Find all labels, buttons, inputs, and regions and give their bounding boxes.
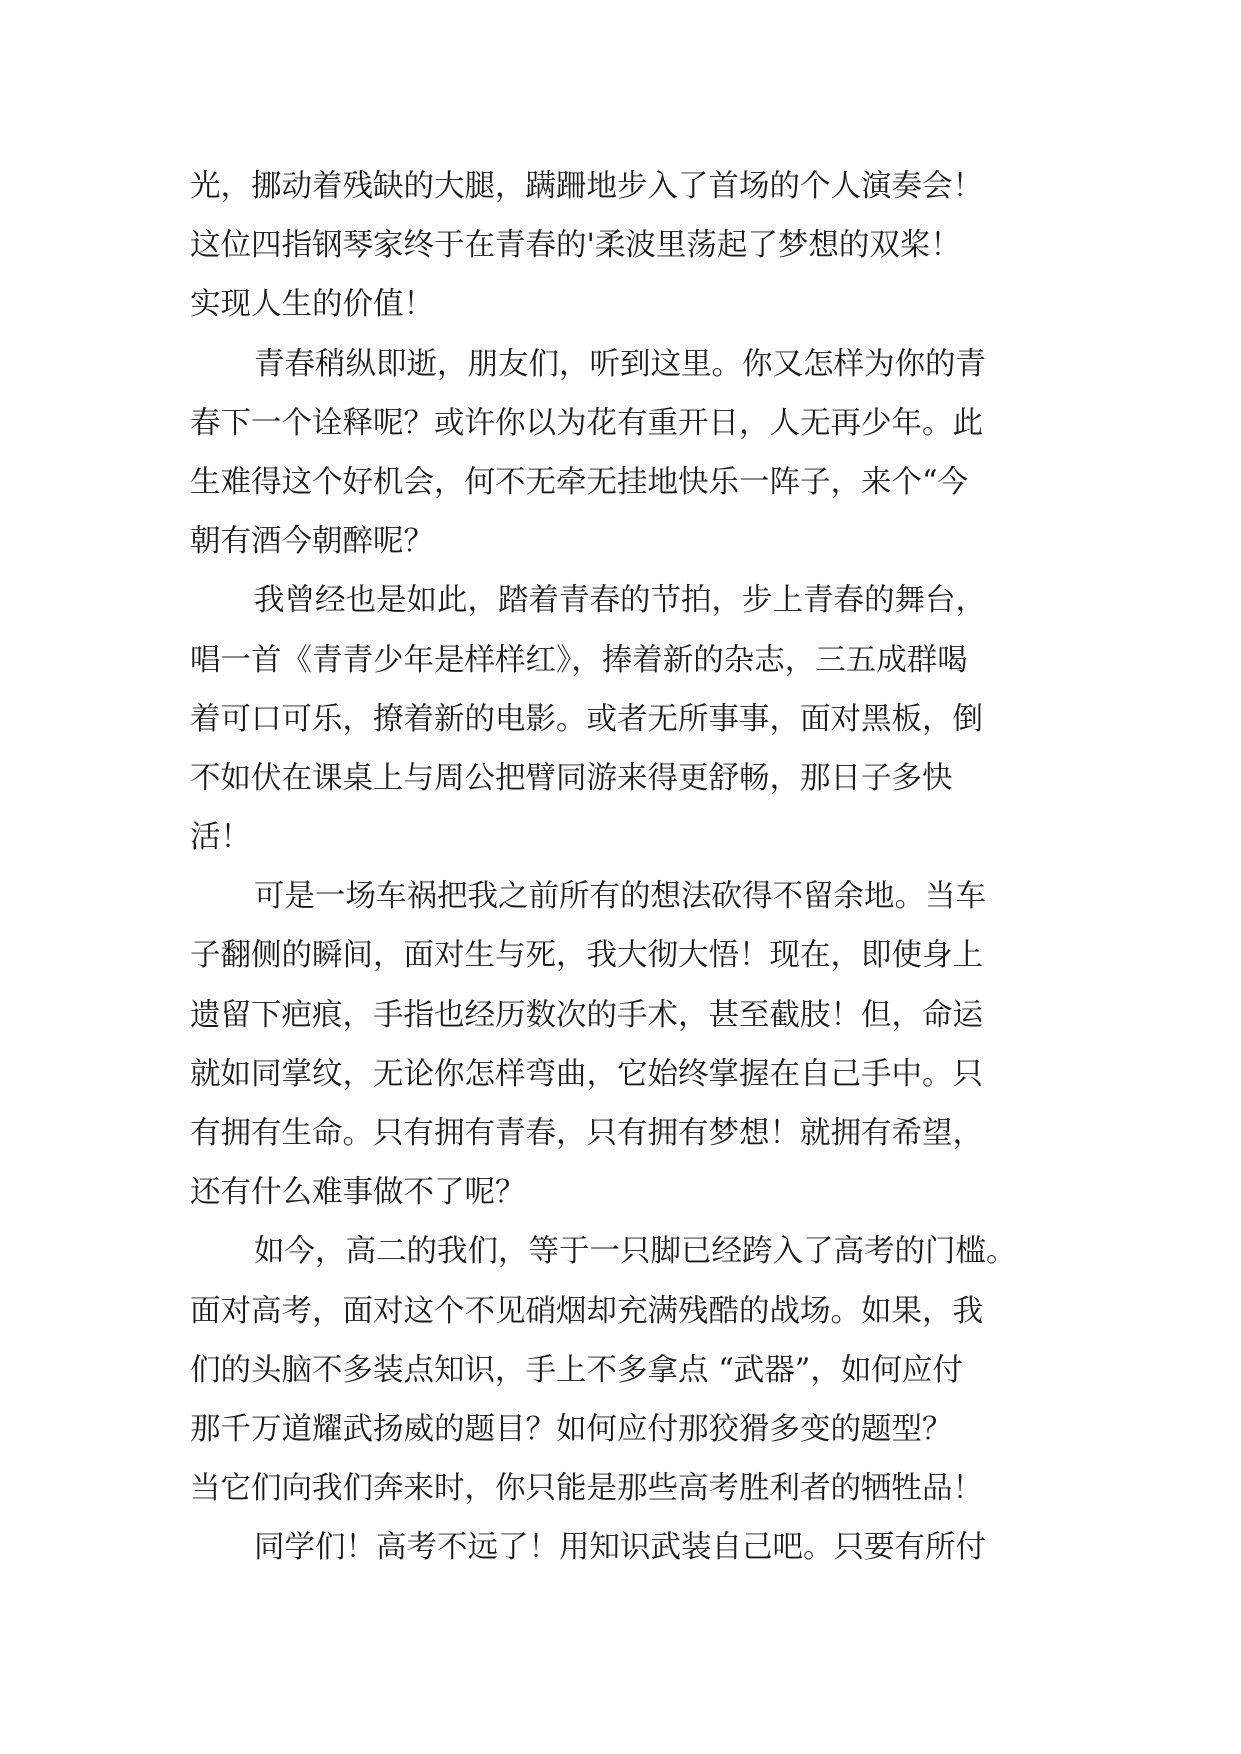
text-line: 同学们！高考不远了！用知识武装自己吧。只要有所付	[254, 1530, 986, 1566]
text-line: 们的头脑不多装点知识，手上不多拿点 “武器”，如何应付	[190, 1352, 963, 1388]
text-line: 如今，高二的我们，等于一只脚已经跨入了高考的门槛。	[254, 1234, 1017, 1270]
text-line: 春下一个诠释呢？或许你以为花有重开日，人无再少年。此	[190, 405, 983, 441]
text-line: 实现人生的价值！	[190, 287, 434, 323]
text-line: 那千万道耀武扬威的题目？如何应付那狡猾多变的题型？	[190, 1411, 953, 1447]
text-line: 青春稍纵即逝，朋友们，听到这里。你又怎样为你的青	[254, 346, 986, 382]
text-line: 不如伏在课桌上与周公把臂同游来得更舒畅，那日子多快	[190, 760, 953, 796]
text-line: 唱一首《青青少年是样样红》，捧着新的杂志，三五成群喝	[190, 642, 968, 678]
text-line: 朝有酒今朝醉呢？	[190, 524, 434, 560]
text-line: 有拥有生命。只有拥有青春，只有拥有梦想！就拥有希望，	[190, 1116, 983, 1151]
text-line: 生难得这个好机会，何不无牵无挂地快乐一阵子，来个“今	[190, 464, 969, 500]
text-line: 当它们向我们奔来时，你只能是那些高考胜利者的牺牲品！	[190, 1471, 983, 1507]
text-line: 遗留下疤痕，手指也经历数次的手术，甚至截肢！但，命运	[190, 997, 983, 1033]
text-line: 面对高考，面对这个不见硝烟却充满残酷的战场。如果，我	[190, 1293, 983, 1329]
text-line: 子翻侧的瞬间，面对生与死，我大彻大悟！现在，即使身上	[190, 938, 983, 974]
text-line: 还有什么难事做不了呢？	[190, 1175, 526, 1211]
text-line: 这位四指钢琴家终于在青春的'柔波里荡起了梦想的双桨！	[190, 228, 961, 264]
text-line: 可是一场车祸把我之前所有的想法砍得不留余地。当车	[254, 879, 986, 915]
text-line: 活！	[190, 820, 251, 856]
text-line: 就如同掌纹，无论你怎样弯曲，它始终掌握在自己手中。只	[190, 1056, 983, 1092]
text-line: 着可口可乐，撩着新的电影。或者无所事事，面对黑板，倒	[190, 701, 983, 737]
text-line: 我曾经也是如此，踏着青春的节拍，步上青春的舞台，	[254, 583, 986, 619]
body-text	[190, 157, 1070, 1578]
text-line: 光，挪动着残缺的大腿，蹒跚地步入了首场的个人演奏会！	[190, 169, 983, 204]
